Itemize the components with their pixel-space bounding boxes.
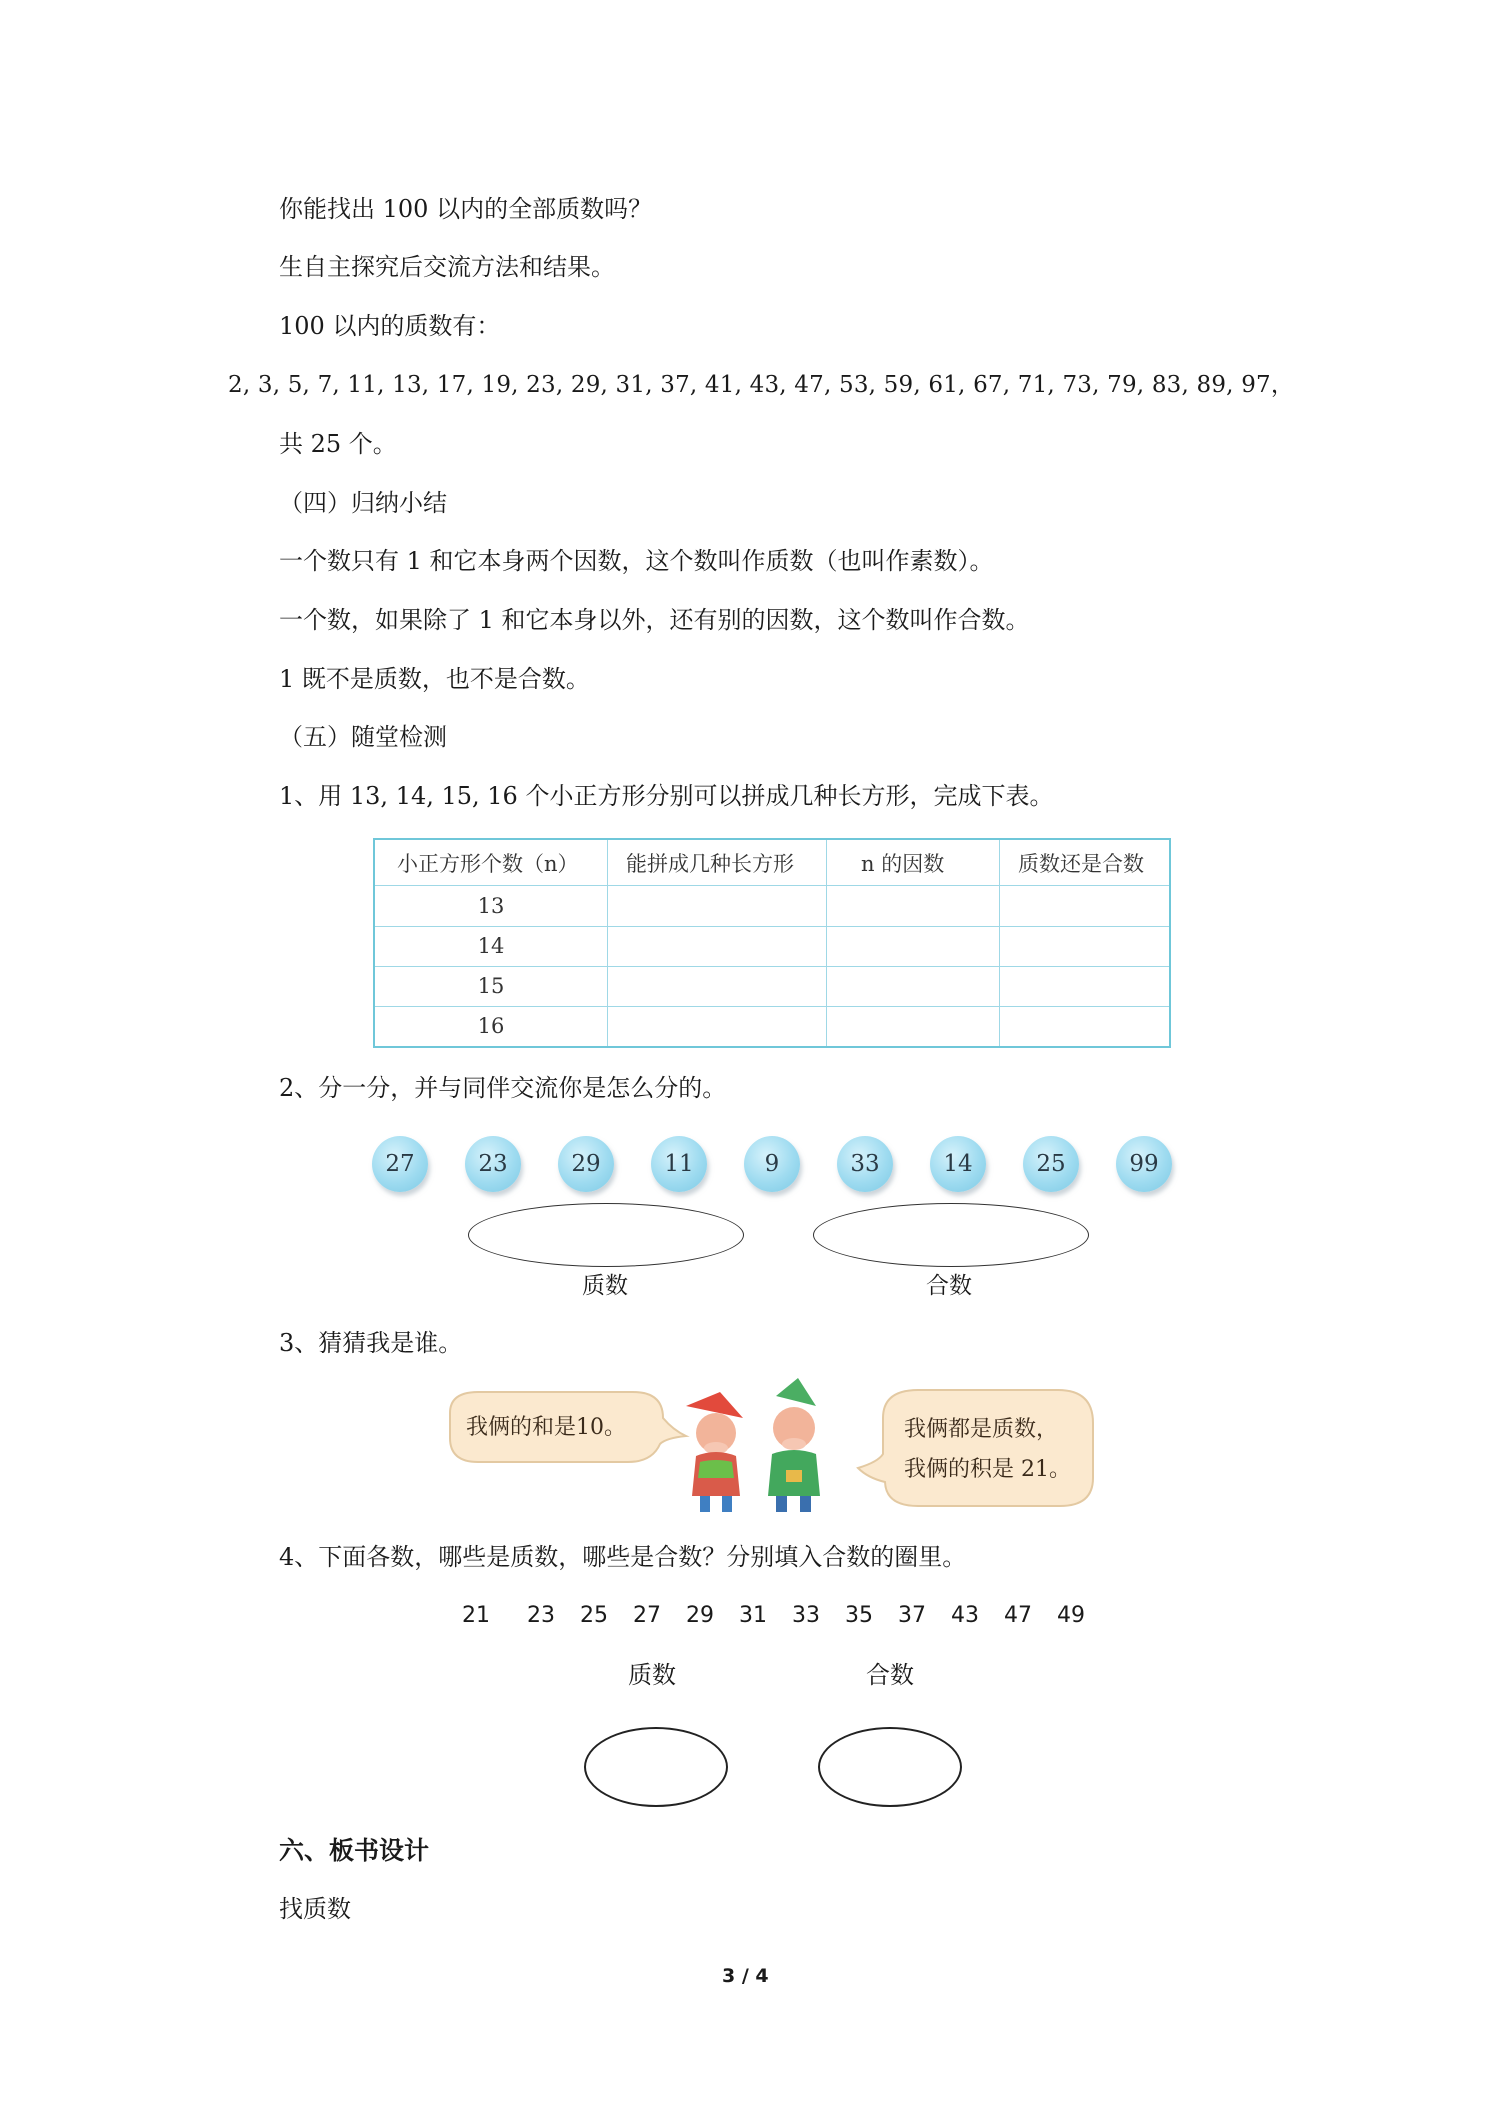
question-3: 3、猜猜我是谁。 (279, 1329, 463, 1357)
left-elf-icon (686, 1392, 743, 1512)
text-line: 1 既不是质数，也不是合数。 (279, 665, 590, 693)
table-cell: 14 (374, 926, 608, 966)
number-ball: 14 (930, 1136, 986, 1192)
prime-ellipse (468, 1203, 744, 1267)
table-row (374, 966, 1170, 1006)
right-bubble-text-2: 我俩的积是 21。 (904, 1457, 1071, 1482)
number-ball: 33 (837, 1136, 893, 1192)
board-title: 找质数 (279, 1895, 351, 1923)
text-line: 100 以内的质数有： (279, 312, 501, 340)
page-number: 3 / 4 (722, 1965, 769, 1987)
table-row (374, 886, 1170, 926)
q4-number: 47 (1004, 1603, 1032, 1628)
definition-prime: 一个数只有 1 和它本身两个因数，这个数叫作质数（也叫作素数）。 (279, 547, 994, 575)
table-cell-empty (827, 886, 1000, 926)
table-header-row (374, 839, 1170, 886)
q4-number: 21 (462, 1603, 490, 1628)
q4-number: 33 (792, 1603, 820, 1628)
table-cell-empty (1000, 966, 1171, 1006)
right-elf-icon (768, 1378, 820, 1512)
table-cell-empty (608, 966, 827, 1006)
composite-label: 合数 (926, 1273, 972, 1299)
right-speech-bubble (858, 1390, 1093, 1506)
table-cell-empty (608, 926, 827, 966)
q4-number: 25 (580, 1603, 608, 1628)
q4-number: 35 (845, 1603, 873, 1628)
q4-number: 23 (527, 1603, 555, 1628)
right-bubble-text-1: 我俩都是质数， (904, 1417, 1059, 1442)
table-cell-empty (827, 926, 1000, 966)
question-4: 4、下面各数，哪些是质数，哪些是合数？分别填入合数的圈里。 (279, 1543, 967, 1571)
cartoon-illustration (438, 1378, 1098, 1518)
table-cell-empty (1000, 886, 1171, 926)
table-row (374, 926, 1170, 966)
text-line: 共 25 个。 (279, 430, 397, 458)
question-2: 2、分一分，并与同伴交流你是怎么分的。 (279, 1074, 727, 1102)
table-header: 能拼成几种长方形 (608, 839, 827, 886)
table-header: 小正方形个数（n） (374, 839, 608, 886)
number-ball: 9 (744, 1136, 800, 1192)
table-header: n 的因数 (827, 839, 1000, 886)
q4-number: 49 (1057, 1603, 1085, 1628)
number-ball: 23 (465, 1136, 521, 1192)
table-cell-empty (827, 1006, 1000, 1047)
table-cell: 16 (374, 1006, 608, 1047)
table-cell-empty (608, 1006, 827, 1047)
table-row (374, 1006, 1170, 1047)
table-cell-empty (1000, 926, 1171, 966)
q4-number: 31 (739, 1603, 767, 1628)
left-bubble-text: 我俩的和是10。 (466, 1415, 626, 1440)
rectangle-table (373, 838, 1171, 1048)
question-line: 你能找出 100 以内的全部质数吗？ (279, 195, 653, 223)
number-ball: 25 (1023, 1136, 1079, 1192)
q4-number: 37 (898, 1603, 926, 1628)
number-ball: 27 (372, 1136, 428, 1192)
section-heading: （五）随堂检测 (279, 723, 447, 751)
number-ball: 11 (651, 1136, 707, 1192)
q4-number: 27 (633, 1603, 661, 1628)
q4-prime-circle (584, 1727, 728, 1807)
table-cell-empty (608, 886, 827, 926)
table-header: 质数还是合数 (1000, 839, 1171, 886)
table-cell-empty (827, 966, 1000, 1006)
primes-list: 2, 3, 5, 7, 11, 13, 17, 19, 23, 29, 31, 37, 41, 43, 47, 53, 59, 61, 67, 71, 73, 79, 83, 89, 97， (228, 372, 1295, 398)
section-heading: （四）归纳小结 (279, 489, 447, 517)
question-1: 1、用 13, 14, 15, 16 个小正方形分别可以拼成几种长方形，完成下表。 (279, 782, 1054, 810)
text-line: 生自主探究后交流方法和结果。 (279, 253, 615, 281)
section-heading-6: 六、板书设计 (279, 1836, 430, 1865)
definition-composite: 一个数，如果除了 1 和它本身以外，还有别的因数，这个数叫作合数。 (279, 606, 1030, 634)
q4-composite-circle (818, 1727, 962, 1807)
composite-ellipse (813, 1203, 1089, 1267)
table-cell: 15 (374, 966, 608, 1006)
q4-composite-label: 合数 (866, 1661, 914, 1689)
q4-prime-label: 质数 (628, 1661, 676, 1689)
table-cell-empty (1000, 1006, 1171, 1047)
prime-label: 质数 (582, 1273, 628, 1299)
q4-number: 29 (686, 1603, 714, 1628)
table-cell: 13 (374, 886, 608, 926)
q4-number: 43 (951, 1603, 979, 1628)
number-ball: 29 (558, 1136, 614, 1192)
number-ball: 99 (1116, 1136, 1172, 1192)
